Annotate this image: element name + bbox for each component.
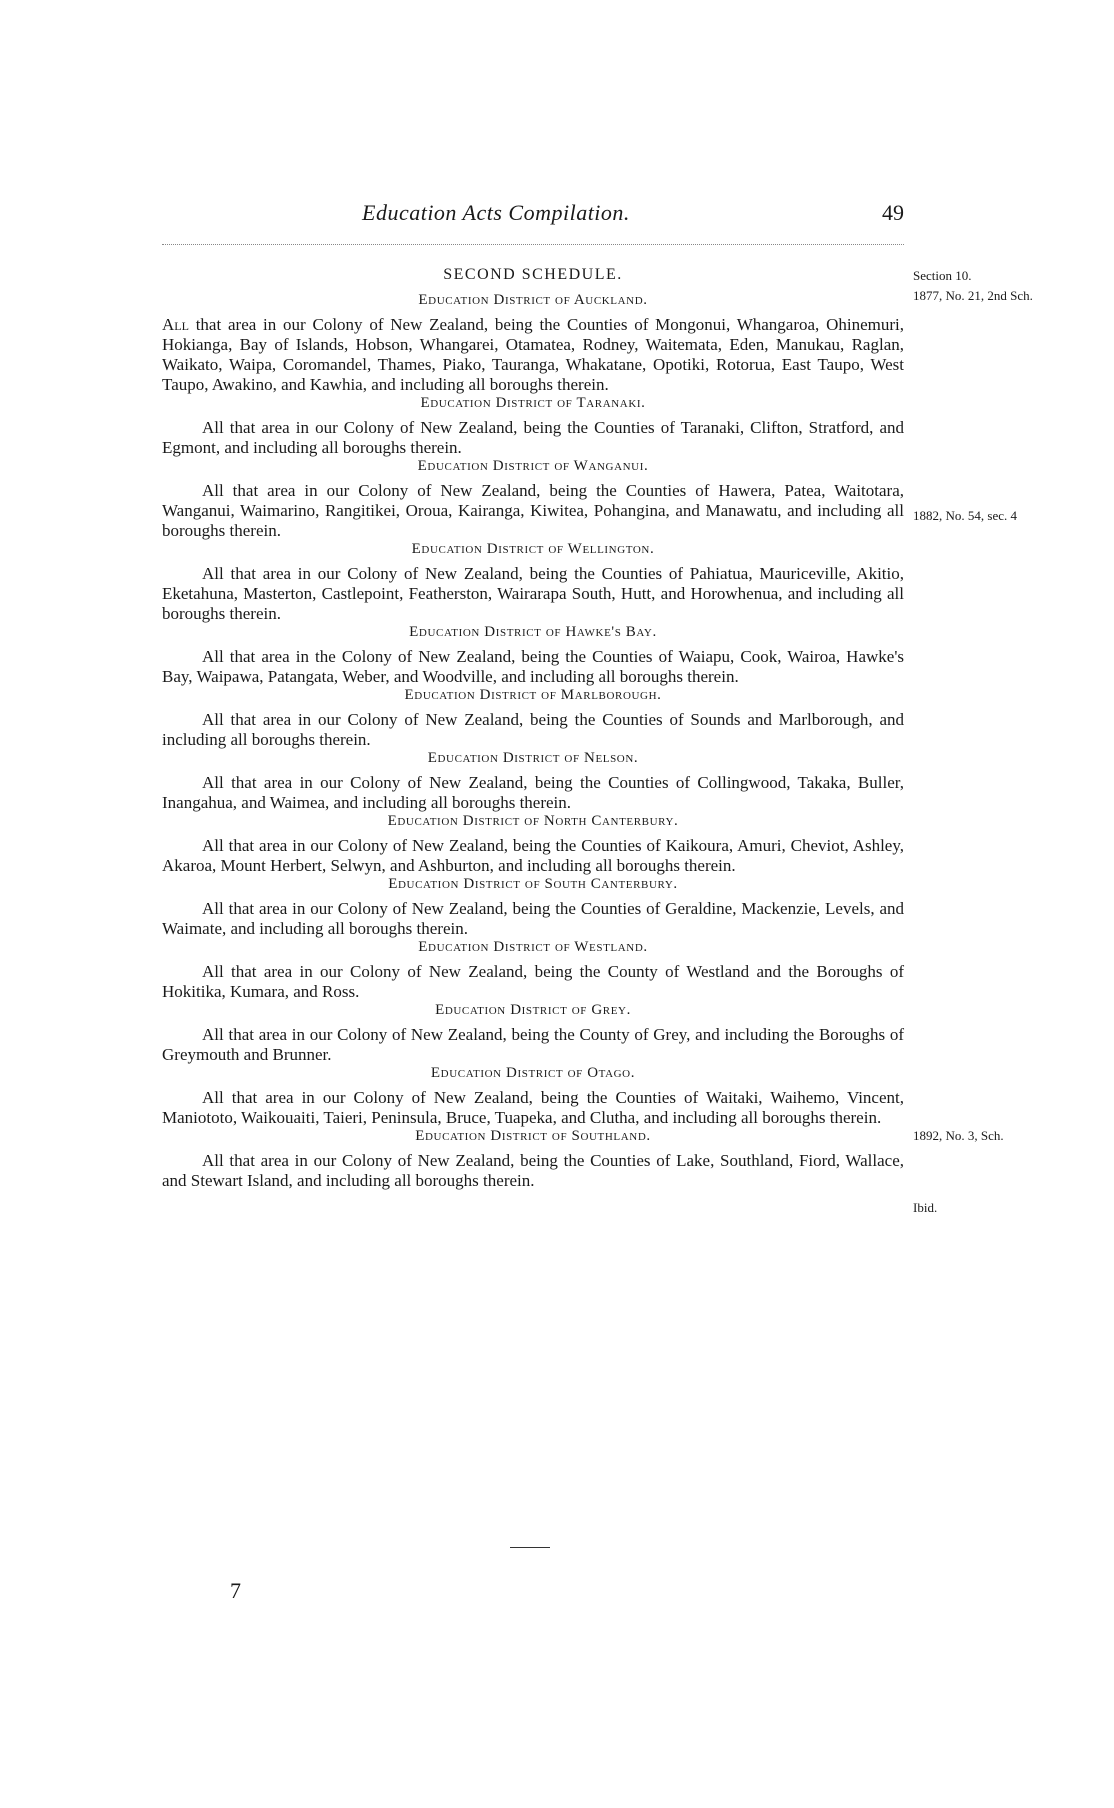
margin-note-auckland: 1877, No. 21, 2nd Sch. <box>913 288 1033 303</box>
district-section <box>162 750 904 813</box>
district-heading: Education District of South Canterbury. <box>388 876 678 892</box>
district-paragraph: All that area in the Colony of New Zealand, being the Counties of Waiapu, Cook, Wairoa, Hawke's Bay, Waipawa, Patangata, Weber, and Woodville, and including all boroughs therein. <box>162 647 904 686</box>
district-section <box>162 1065 904 1128</box>
signature-mark: 7 <box>230 1578 241 1603</box>
running-title: Education Acts Compilation. <box>362 200 630 225</box>
district-paragraph: All that area in our Colony of New Zealand, being the Counties of Geraldine, Mackenzie, Levels, and Waimate, and including all boroughs therein. <box>162 899 904 938</box>
district-section <box>162 458 904 541</box>
district-section <box>162 687 904 750</box>
page-number: 49 <box>882 200 904 225</box>
district-paragraph: All that area in our Colony of New Zealand, being the Counties of Lake, Southland, Fiord, Wallace, and Stewart Island, and including all boroughs therein. <box>162 1151 904 1190</box>
district-heading: Education District of Otago. <box>430 1065 636 1081</box>
district-heading: Education District of Auckland. <box>418 292 648 308</box>
district-heading: Education District of Marlborough. <box>404 687 662 703</box>
district-section <box>162 939 904 1002</box>
margin-note-section: Section 10. <box>913 268 972 283</box>
district-section <box>162 395 904 458</box>
district-section <box>162 813 904 876</box>
margin-note-westland: 1892, No. 3, Sch. <box>913 1128 1004 1143</box>
district-heading: Education District of Wanganui. <box>417 458 649 474</box>
schedule-body <box>162 266 904 1191</box>
paragraph-text: that area in our Colony of New Zealand, being the Counties of Mongonui, Whangaroa, Ohinemuri, Hokianga, Bay of Islands, Hobson, Whangarei, Otamatea, Rodney, Waitemata, Eden, Manukau, Raglan, Waikato, Waipa, Coromandel, Thames, Piako, Tauranga, Whakatane, Opotiki, Rotorua, East Taupo, West Taupo, Awakino, and Kawhia, and including all boroughs therein. <box>162 315 904 394</box>
district-paragraph: All that area in our Colony of New Zealand, being the County of Westland and the Boroughs of Hokitika, Kumara, and Ross. <box>162 962 904 1001</box>
district-heading: Education District of Nelson. <box>427 750 639 766</box>
district-paragraph: All that area in our Colony of New Zealand, being the Counties of Kaikoura, Amuri, Cheviot, Ashley, Akaroa, Mount Herbert, Selwyn, and Ashburton, and including all boroughs therein. <box>162 836 904 875</box>
district-heading: Education District of Wellington. <box>411 541 655 557</box>
district-section <box>162 541 904 624</box>
district-heading: Education District of Westland. <box>418 939 648 955</box>
district-paragraph: All that area in our Colony of New Zealand, being the County of Grey, and including the Boroughs of Greymouth and Brunner. <box>162 1025 904 1064</box>
schedule-title: SECOND SCHEDULE. <box>443 266 623 283</box>
district-paragraph: All that area in our Colony of New Zealand, being the Counties of Pahiatua, Mauriceville, Akitio, Eketahuna, Masterton, Castlepoint, Featherston, Wairarapa South, Hutt, and Horowhenua, and including all boroughs therein. <box>162 564 904 623</box>
district-section <box>162 1128 904 1191</box>
district-paragraph: All that area in our Colony of New Zealand, being the Counties of Sounds and Marlborough, and including all boroughs therein. <box>162 710 904 749</box>
margin-note-wanganui: 1882, No. 54, sec. 4 <box>913 508 1017 523</box>
district-paragraph: All that area in our Colony of New Zealand, being the Counties of Taranaki, Clifton, Stratford, and Egmont, and including all boroughs therein. <box>162 418 904 457</box>
district-paragraph <box>162 315 904 395</box>
district-heading: Education District of Hawke's Bay. <box>409 624 657 640</box>
lead-word: All <box>162 315 189 334</box>
district-paragraph: All that area in our Colony of New Zealand, being the Counties of Collingwood, Takaka, Buller, Inangahua, and Waimea, and including all boroughs therein. <box>162 773 904 812</box>
district-section <box>162 876 904 939</box>
district-heading: Education District of Taranaki. <box>420 395 646 411</box>
district-section-auckland <box>162 292 904 395</box>
district-paragraph: All that area in our Colony of New Zealand, being the Counties of Waitaki, Waihemo, Vincent, Maniototo, Waikouaiti, Taieri, Peninsula, Bruce, Tuapeka, and Clutha, and including all boroughs therein. <box>162 1088 904 1127</box>
district-heading: Education District of Grey. <box>435 1002 631 1018</box>
district-paragraph: All that area in our Colony of New Zealand, being the Counties of Hawera, Patea, Waitotara, Wanganui, Waimarino, Rangitikei, Oroua, Kairanga, Kiwitea, Pohangina, and Manawatu, and including all boroughs therein. <box>162 481 904 540</box>
district-section <box>162 624 904 687</box>
closing-rule <box>510 1547 550 1548</box>
header-rule <box>162 244 904 245</box>
page-header <box>162 200 904 234</box>
district-heading: Education District of Southland. <box>415 1128 651 1144</box>
margin-note-grey: Ibid. <box>913 1200 938 1215</box>
district-section <box>162 1002 904 1065</box>
district-heading: Education District of North Canterbury. <box>387 813 679 829</box>
